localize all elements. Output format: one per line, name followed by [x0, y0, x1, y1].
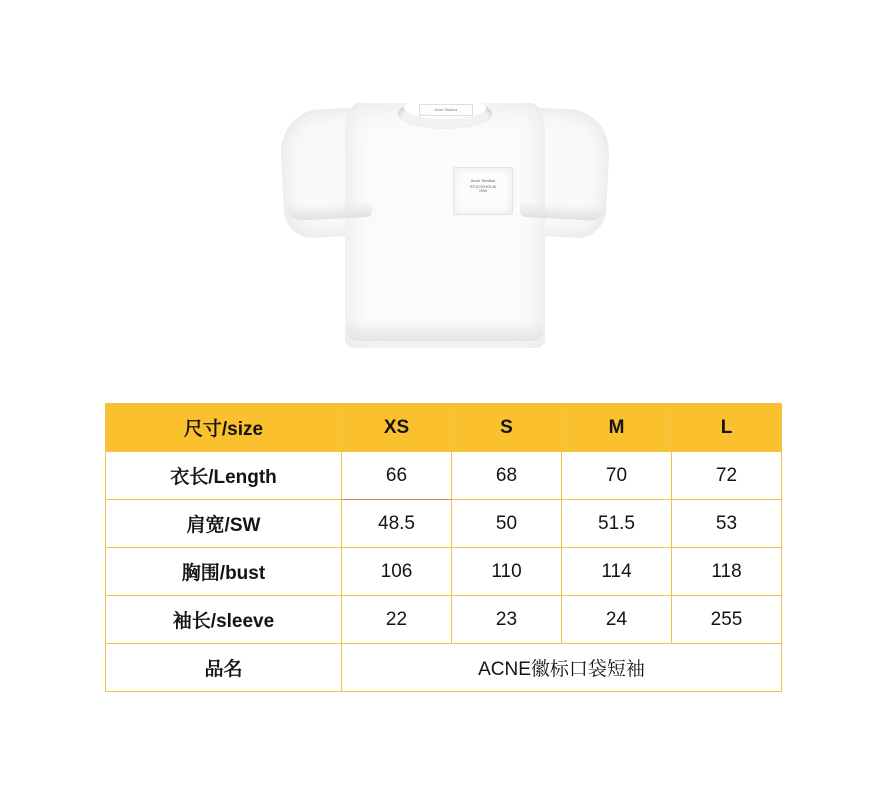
table-header-row — [106, 404, 782, 452]
cell-sw-l: 53 — [672, 500, 782, 548]
cell-sleeve-l: 255 — [672, 596, 782, 644]
table-row — [106, 500, 782, 548]
cell-bust-s: 110 — [452, 548, 562, 596]
row-label-sleeve: 袖长/sleeve — [106, 596, 342, 644]
header-cell-xs: XS — [342, 404, 452, 452]
size-chart — [105, 403, 781, 692]
tshirt-brand-label: Acne Studios — [419, 104, 473, 116]
table-row — [106, 596, 782, 644]
table-footer-row — [106, 644, 782, 692]
cell-sleeve-m: 24 — [562, 596, 672, 644]
cell-sleeve-s: 23 — [452, 596, 562, 644]
tshirt-illustration — [280, 85, 610, 350]
row-label-length: 衣长/Length — [106, 452, 342, 500]
tshirt-chest-pocket — [453, 167, 513, 215]
table-row — [106, 548, 782, 596]
cell-sw-xs: 48.5 — [342, 500, 452, 548]
row-label-product-name: 品名 — [106, 644, 342, 692]
cell-bust-xs: 106 — [342, 548, 452, 596]
pocket-print-line2: STOCKHOLM — [469, 183, 497, 189]
cell-length-l: 72 — [672, 452, 782, 500]
product-image-area — [0, 0, 887, 380]
size-table — [105, 403, 782, 692]
header-cell-s: S — [452, 404, 562, 452]
cell-length-s: 68 — [452, 452, 562, 500]
header-cell-l: L — [672, 404, 782, 452]
cell-product-name: ACNE徽标口袋短袖 — [342, 644, 782, 692]
pocket-print-line1: Acne Studios — [470, 178, 496, 183]
tshirt-hem — [347, 321, 543, 341]
cell-length-xs: 66 — [342, 452, 452, 500]
cell-sw-s: 50 — [452, 500, 562, 548]
cell-bust-m: 114 — [562, 548, 672, 596]
cell-bust-l: 118 — [672, 548, 782, 596]
header-cell-size-label: 尺寸/size — [106, 404, 342, 452]
cell-sw-m: 51.5 — [562, 500, 672, 548]
tshirt-body — [345, 103, 545, 348]
table-row — [106, 452, 782, 500]
row-label-bust: 胸围/bust — [106, 548, 342, 596]
cell-length-m: 70 — [562, 452, 672, 500]
header-cell-m: M — [562, 404, 672, 452]
pocket-print — [454, 178, 512, 195]
cell-sleeve-xs: 22 — [342, 596, 452, 644]
row-label-shoulder-width: 肩宽/SW — [106, 500, 342, 548]
pocket-print-line3: 1996 — [479, 189, 487, 193]
